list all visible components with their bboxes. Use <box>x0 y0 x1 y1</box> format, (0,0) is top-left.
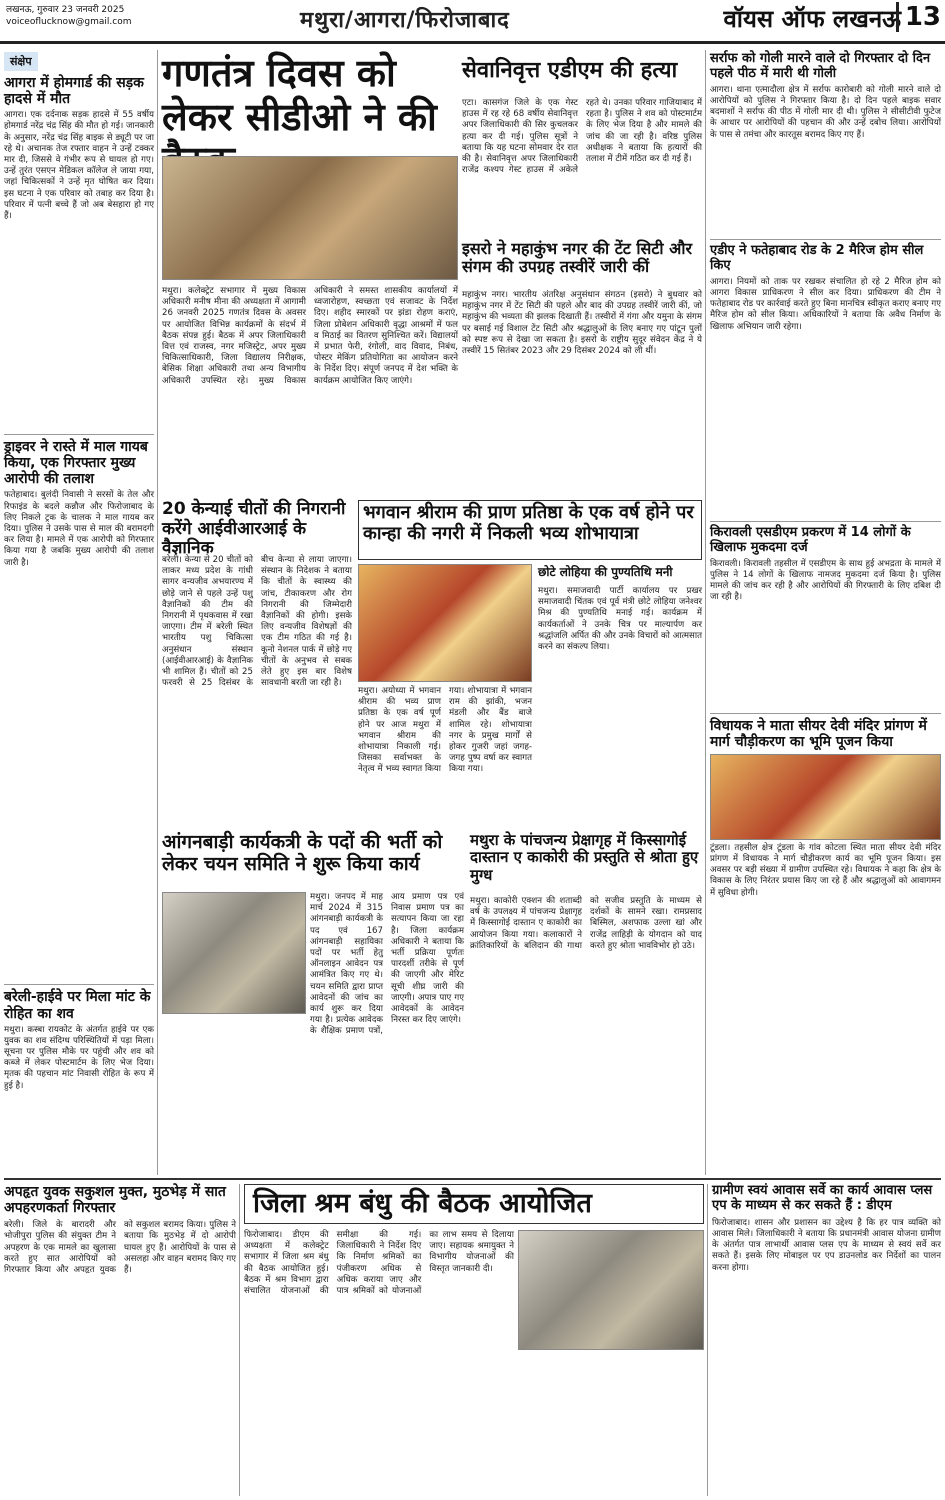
left-column <box>4 50 154 1178</box>
lead-photo <box>162 156 458 280</box>
kidnap-headline: अपहृत युवक सकुशल मुक्त, मुठभेड़ में सात अपहरणकर्ता गिरफ्तार <box>4 1184 226 1217</box>
brief3-headline: बरेली-हाईवे पर मिला मांट के रोहित का शव <box>4 989 151 1022</box>
column-rule <box>707 1184 708 1496</box>
divider <box>710 239 941 240</box>
brand-logo: वॉयस ऑफ लखनऊ <box>723 4 901 33</box>
labour-body: फिरोजाबाद। डीएम की अध्यक्षता में कलेक्ट्रेट सभागार में जिला श्रम बंधु की बैठक आयोजित हुई। बैठक में श्रम विभाग द्वारा संचालित योजनाओं की समीक्षा की गई। जिलाधिकारी ने निर्देश दिए कि निर्माण श्रमिकों का पंजीकरण अधिक से अधिक कराया जाए और पात्र श्रमिकों को योजनाओं का लाभ समय से दिलाया जाए। सहायक श्रमायुक्त ने विभागीय योजनाओं की विस्तृत जानकारी दी। <box>244 1230 514 1297</box>
column-rule <box>239 1184 240 1496</box>
page-number: 13 <box>896 2 941 32</box>
brief1-headline: आगरा में होमगार्ड की सड़क हादसे में मौत <box>4 75 144 108</box>
isro-body: महाकुंभ नगर। भारतीय अंतरिक्ष अनुसंधान संगठन (इसरो) ने बुधवार को महाकुंभ नगर में टेंट सिटी की पहले और बाद की उपग्रह तस्वीरें जारी कीं, जो महाकुंभ की भव्यता की झलक दिखाती हैं। तस्वीरों में गंगा और यमुना के संगम पर बसाई गई विशाल टेंट सिटी और श्रद्धालुओं के लिए बनाए गए पांटून पुलों को स्पष्ट रूप से देखा जा सकता है। इसरो के राष्ट्रीय सुदूर संवेदन केंद्र ने ये तस्वीरें 15 सितंबर 2023 और 29 दिसंबर 2024 को ली थीं। <box>462 290 702 357</box>
right-story2-body: आगरा। नियमों को ताक पर रखकर संचालित हो रहे 2 मैरिज होम को आगरा विकास प्राधिकरण ने सील कर दिया। प्राधिकरण की टीम ने फतेहाबाद रोड पर कार्रवाई करते हुए बिना मानचित्र स्वीकृत कराए बनाए गए मैरिज होम को सील किया। अधिकारियों ने बताया कि अवैध निर्माण के खिलाफ अभियान जारी रहेगा। <box>710 276 941 332</box>
ram-body: मथुरा। अयोध्या में भगवान श्रीराम की भव्य प्राण प्रतिष्ठा के एक वर्ष पूर्ण होने पर आज मथुरा में भगवान श्रीराम की शोभायात्रा निकाली गई। जिसका सर्वाभक्त के नेतृत्व में भव्य स्वागत किया गया। शोभायात्रा में भगवान राम की झांकी, भजन मंडली और बैंड बाजे शामिल रहे। शोभायात्रा नगर के प्रमुख मार्गों से होकर गुजरी जहां जगह-जगह पुष्प वर्षा कर स्वागत किया गया। <box>358 686 532 775</box>
right-story2-headline: एडीए ने फतेहाबाद रोड के 2 मैरिज होम सील किए <box>710 242 924 273</box>
bottom-left-story <box>4 1184 236 1496</box>
lead-headline-box <box>162 52 458 152</box>
divider <box>4 984 154 985</box>
kissagoi-body: मथुरा। काकोरी एक्शन की शताब्दी वर्ष के उपलक्ष्य में पांचजन्य प्रेक्षागृह में किस्सागोई दास्तान ए काकोरी का आयोजन किया गया। कलाकारों ने क्रांतिकारियों के बलिदान की गाथा को सजीव प्रस्तुति के माध्यम से दर्शकों के सामने रखा। रामप्रसाद बिस्मिल, अशफाक उल्ला खां और राजेंद्र लाहिड़ी के योगदान को याद करते हुए श्रोता भावविभोर हो उठे। <box>470 896 702 951</box>
anganwadi-photo <box>162 892 306 1014</box>
choti-body: मथुरा। समाजवादी पार्टी कार्यालय पर प्रखर समाजवादी चिंतक एवं पूर्व मंत्री छोटे लोहिया जनेश्वर मिश्र की पुण्यतिथि मनाई गई। कार्यक्रम में कार्यकर्ताओं ने उनके चित्र पर माल्यार्पण कर श्रद्धांजलि अर्पित की और उनके विचारों को आत्मसात करने का संकल्प लिया। <box>538 586 702 653</box>
retired-body: एटा। कासगंज जिले के एक गेस्ट हाउस में रह रहे 68 वर्षीय सेवानिवृत्त अपर जिलाधिकारी की सिर कुचलकर हत्या कर दी गई। पुलिस सूत्रों ने बताया कि यह घटना सोमवार देर रात की है। सेवानिवृत्त अपर जिलाधिकारी राजेंद्र कश्यप गेस्ट हाउस में अकेले रहते थे। उनका परिवार गाजियाबाद में रहता है। पुलिस ने शव को पोस्टमार्टम के लिए भेज दिया है और मामले की जांच की जा रही है। वरिष्ठ पुलिस अधीक्षक ने बताया कि हत्यारों की तलाश में टीमें गठित कर दी गई हैं। <box>462 98 702 176</box>
isro-headline: इसरो ने महाकुंभ नगर की टेंट सिटी और संगम की उपग्रह तस्वीरें जारी कीं <box>462 239 693 277</box>
section-title: मथुरा/आगरा/फिरोजाबाद <box>300 8 510 33</box>
dateline: लखनऊ, गुरुवार 23 जनवरी 2025 <box>6 5 125 15</box>
right-story5-body: फिरोजाबाद। शासन और प्रशासन का उद्देश्य है कि हर पात्र व्यक्ति को आवास मिले। जिलाधिकारी ने बताया कि प्रधानमंत्री आवास योजना ग्रामीण के अंतर्गत पात्र लाभार्थी आवास प्लस एप के माध्यम से स्वयं सर्वे कर सकते हैं। इसके लिए मोबाइल पर एप डाउनलोड कर निर्देशों का पालन करना होगा। <box>712 1217 941 1273</box>
right-story1-body: आगरा। थाना एत्मादौला क्षेत्र में सर्राफ कारोबारी को गोली मारने वाले दो आरोपियों को पुलिस ने गिरफ्तार किया है। दो दिन पहले बाइक सवार बदमाशों ने सर्राफ की पीठ में गोली मार दी थी। पुलिस ने सीसीटीवी फुटेज के आधार पर आरोपियों की पहचान की और उन्हें दबोच लिया। आरोपियों के पास से तमंचा और कारतूस बरामद किए गए हैं। <box>710 84 941 140</box>
right-story4-photo <box>710 754 941 840</box>
right-story5-headline: ग्रामीण स्वयं आवास सर्वे का कार्य आवास प्लस एप के माध्यम से कर सकते हैं : डीएम <box>712 1183 933 1213</box>
anganwadi-headline: आंगनबाड़ी कार्यकत्री के पदों की भर्ती को लेकर चयन समिति ने शुरू किया कार्य <box>162 831 443 875</box>
masthead <box>0 0 945 44</box>
kidnap-body: बरेली। जिले के बारादरी और भोजीपुरा पुलिस की संयुक्त टीम ने अपहरण के एक मामले का खुलासा करते हुए सात आरोपियों को गिरफ्तार किया और अपहृत युवक को सकुशल बरामद किया। पुलिस ने बताया कि मुठभेड़ में दो आरोपी घायल हुए हैं। आरोपियों के पास से असलहा और वाहन बरामद किए गए हैं। <box>4 1220 236 1275</box>
divider <box>4 434 154 435</box>
retired-headline: सेवानिवृत्त एडीएम की हत्या <box>462 58 678 83</box>
lead-headline: गणतंत्र दिवस को लेकर सीडीओ ने की <box>162 51 437 139</box>
column-rule <box>157 50 158 1175</box>
ram-headline: भगवान श्रीराम की प्राण प्रतिष्ठा के एक वर्ष होने पर कान्हा की नगरी में निकली भव्य शोभायात्रा <box>363 502 694 544</box>
right-story3-headline: किरावली एसडीएम प्रकरण में 14 लोगों के खिलाफ मुकदमा दर्ज <box>710 524 911 555</box>
bottom-right-story <box>712 1184 941 1496</box>
right-column <box>710 52 941 1182</box>
brief1-body: आगरा। एक दर्दनाक सड़क हादसे में 55 वर्षीय होमगार्ड नरेंद्र चंद्र सिंह की मौत हो गई। जानकारी के अनुसार, नरेंद्र चंद्र सिंह बाइक से ड्यूटी पर जा रहे थे। अचानक तेज रफ्तार वाहन ने उन्हें टक्कर मार दी, जिससे वे गंभीर रूप से घायल हो गए। उन्हें तुरंत एसएन मेडिकल कॉलेज ले जाया गया, जहां चिकित्सकों ने उन्हें मृत घोषित कर दिया। इस घटना ने एक परिवार को तबाह कर दिया है। परिवार में पत्नी बच्चे हैं जो अब बेसहारा हो गए हैं। <box>4 110 154 222</box>
divider <box>710 521 941 522</box>
anganwadi-body: मथुरा। जनपद में माह मार्च 2024 में 315 आंगनबाड़ी कार्यकत्री के पद एवं 167 आंगनबाड़ी सहायिका पदों पर भर्ती हेतु ऑनलाइन आवेदन पत्र आमंत्रित किए गए थे। चयन समिति द्वारा प्राप्त आवेदनों की जांच का कार्य शुरू कर दिया गया है। प्रत्येक आवेदक के शैक्षिक प्रमाण पत्रों, आय प्रमाण पत्र एवं निवास प्रमाण पत्र का सत्यापन किया जा रहा है। जिला कार्यक्रम अधिकारी ने बताया कि भर्ती प्रक्रिया पूर्णतः पारदर्शी तरीके से पूर्ण की जाएगी और मेरिट सूची शीघ्र जारी की जाएगी। अपात्र पाए गए आवेदकों के आवेदन निरस्त कर दिए जाएंगे। <box>310 892 464 1037</box>
bottom-divider <box>4 1178 941 1180</box>
brief2-body: फतेहाबाद। बुलंदी निवासी ने सरसों के तेल और रिफाइंड के बदले कन्नौज और फिरोजाबाद के लिए निकले ट्रक के चालक ने माल गायब कर दिया। पुलिस ने उसके पास से माल की बरामदगी कर लिया है। मामले में एक आरोपी को गिरफ्तार किया गया है जबकि मुख्य आरोपी की तलाश जारी है। <box>4 490 154 568</box>
ram-photo <box>358 564 532 682</box>
column-rule <box>705 50 706 1175</box>
labour-photo <box>518 1230 704 1350</box>
right-story4-body: टूंडला। तहसील क्षेत्र टूंडला के गांव कोटला स्थित माता सीयर देवी मंदिर प्रांगण में विधायक ने मार्ग चौड़ीकरण कार्य का भूमि पूजन किया। इस अवसर पर बड़ी संख्या में ग्रामीण उपस्थित रहे। विधायक ने कहा कि क्षेत्र के विकास के लिए निरंतर प्रयास किए जा रहे हैं और श्रद्धालुओं को आवागमन में सुविधा होगी। <box>710 842 941 898</box>
cheetah-body: बरेली। केन्या से 20 चीतों को लाकर मध्य प्रदेश के गांधी सागर वन्यजीव अभयारण्य में छोड़े जाने से पहले उन्हें पशु वैज्ञानिकों की टीम की निगरानी में पृथकवास में रखा जाएगा। टीम में बरेली स्थित भारतीय पशु चिकित्सा अनुसंधान संस्थान (आईवीआरआई) के वैज्ञानिक भी शामिल हैं। चीतों को 25 फरवरी से 25 दिसंबर के बीच केन्या से लाया जाएगा। संस्थान के निदेशक ने बताया कि चीतों के स्वास्थ्य की जांच, टीकाकरण और रोग निगरानी की जिम्मेदारी वैज्ञानिकों की होगी। इसके लिए वन्यजीव विशेषज्ञों की एक टीम गठित की गई है। कूनो नेशनल पार्क में छोड़े गए चीतों के अनुभव से सबक लेते हुए इस बार विशेष सावधानी बरती जा रही है। <box>162 555 352 689</box>
brief3-body: मथुरा। कस्बा रायकोट के अंतर्गत हाईवे पर एक युवक का शव संदिग्ध परिस्थितियों में पड़ा मिला। सूचना पर पुलिस मौके पर पहुंची और शव को कब्जे में लेकर पोस्टमार्टम के लिए भेज दिया। मृतक की पहचान मांट निवासी रोहित के रूप में हुई है। <box>4 1024 154 1091</box>
choti-headline: छोटे लोहिया की पुण्यतिथि मनी <box>538 565 673 579</box>
ram-headline-box <box>358 500 702 560</box>
divider <box>710 713 941 714</box>
kissagoi-headline: मथुरा के पांचजन्य प्रेक्षागृह में किस्सागोई दास्तान ए काकोरी की प्रस्तुति से श्रोता हुए मुग्ध <box>470 831 699 884</box>
brief-tag: संक्षेप <box>4 52 38 71</box>
anganwadi-body-cont <box>162 1018 306 1172</box>
right-story1-headline: सर्राफ को गोली मारने वाले दो गिरफ्तार दो दिन पहले पीठ में मारी थी गोली <box>710 51 931 81</box>
web-address: voiceoflucknow@gmail.com <box>6 17 132 27</box>
right-story3-body: किरावली। किरावली तहसील में एसडीएम के साथ हुई अभद्रता के मामले में पुलिस ने 14 लोगों के खिलाफ नामजद मुकदमा दर्ज किया है। पुलिस मामले की जांच कर रही है और आरोपियों की गिरफ्तारी के लिए दबिश दी जा रही है। <box>710 558 941 603</box>
retired-anchor <box>466 52 701 53</box>
labour-headline-box <box>244 1184 704 1224</box>
cheetah-headline: 20 केन्याई चीतों की निगरानी करेंगे आईवीआरआई के वैज्ञानिक <box>162 499 346 559</box>
brief2-headline: ड्राइवर ने रास्ते में माल गायब किया, एक गिरफ्तार मुख्य आरोपी की तलाश <box>4 439 148 488</box>
masthead-dateline-block <box>6 4 132 28</box>
labour-headline: जिला श्रम बंधु की बैठक आयोजित <box>253 1188 592 1219</box>
right-story4-headline: विधायक ने माता सीयर देवी मंदिर प्रांगण में मार्ग चौड़ीकरण का भूमि पूजन किया <box>710 717 927 750</box>
labour-body-cont <box>518 1354 704 1496</box>
lead-body: मथुरा। कलेक्ट्रेट सभागार में मुख्य विकास अधिकारी मनीष मीना की अध्यक्षता में आगामी 26 जनवरी 2025 गणतंत्र दिवस के अवसर पर आयोजित विभिन्न कार्यक्रमों के संदर्भ में बैठक संपन्न हुई। बैठक में अपर जिलाधिकारी वित्त एवं राजस्व, नगर मजिस्ट्रेट, अपर मुख्य चिकित्साधिकारी, जिला विद्यालय निरीक्षक, बेसिक शिक्षा अधिकारी तथा अन्य विभागीय अधिकारी उपस्थित रहे। मुख्य विकास अधिकारी ने समस्त शासकीय कार्यालयों में ध्वजारोहण, स्वच्छता एवं सजावट के निर्देश दिए। शहीद स्मारकों पर झंडा रोहण कराएं, जिला प्रोबेशन अधिकारी वृद्धा आश्रमों में फल व मिठाई का वितरण सुनिश्चित करें। विद्यालयों में प्रभात फेरी, रंगोली, वाद विवाद, निबंध, पोस्टर मेकिंग प्रतियोगिता का आयोजन करने के निर्देश दिए। संपूर्ण जनपद में देश भक्ति के कार्यक्रम आयोजित किए जाएंगे। <box>162 286 458 386</box>
